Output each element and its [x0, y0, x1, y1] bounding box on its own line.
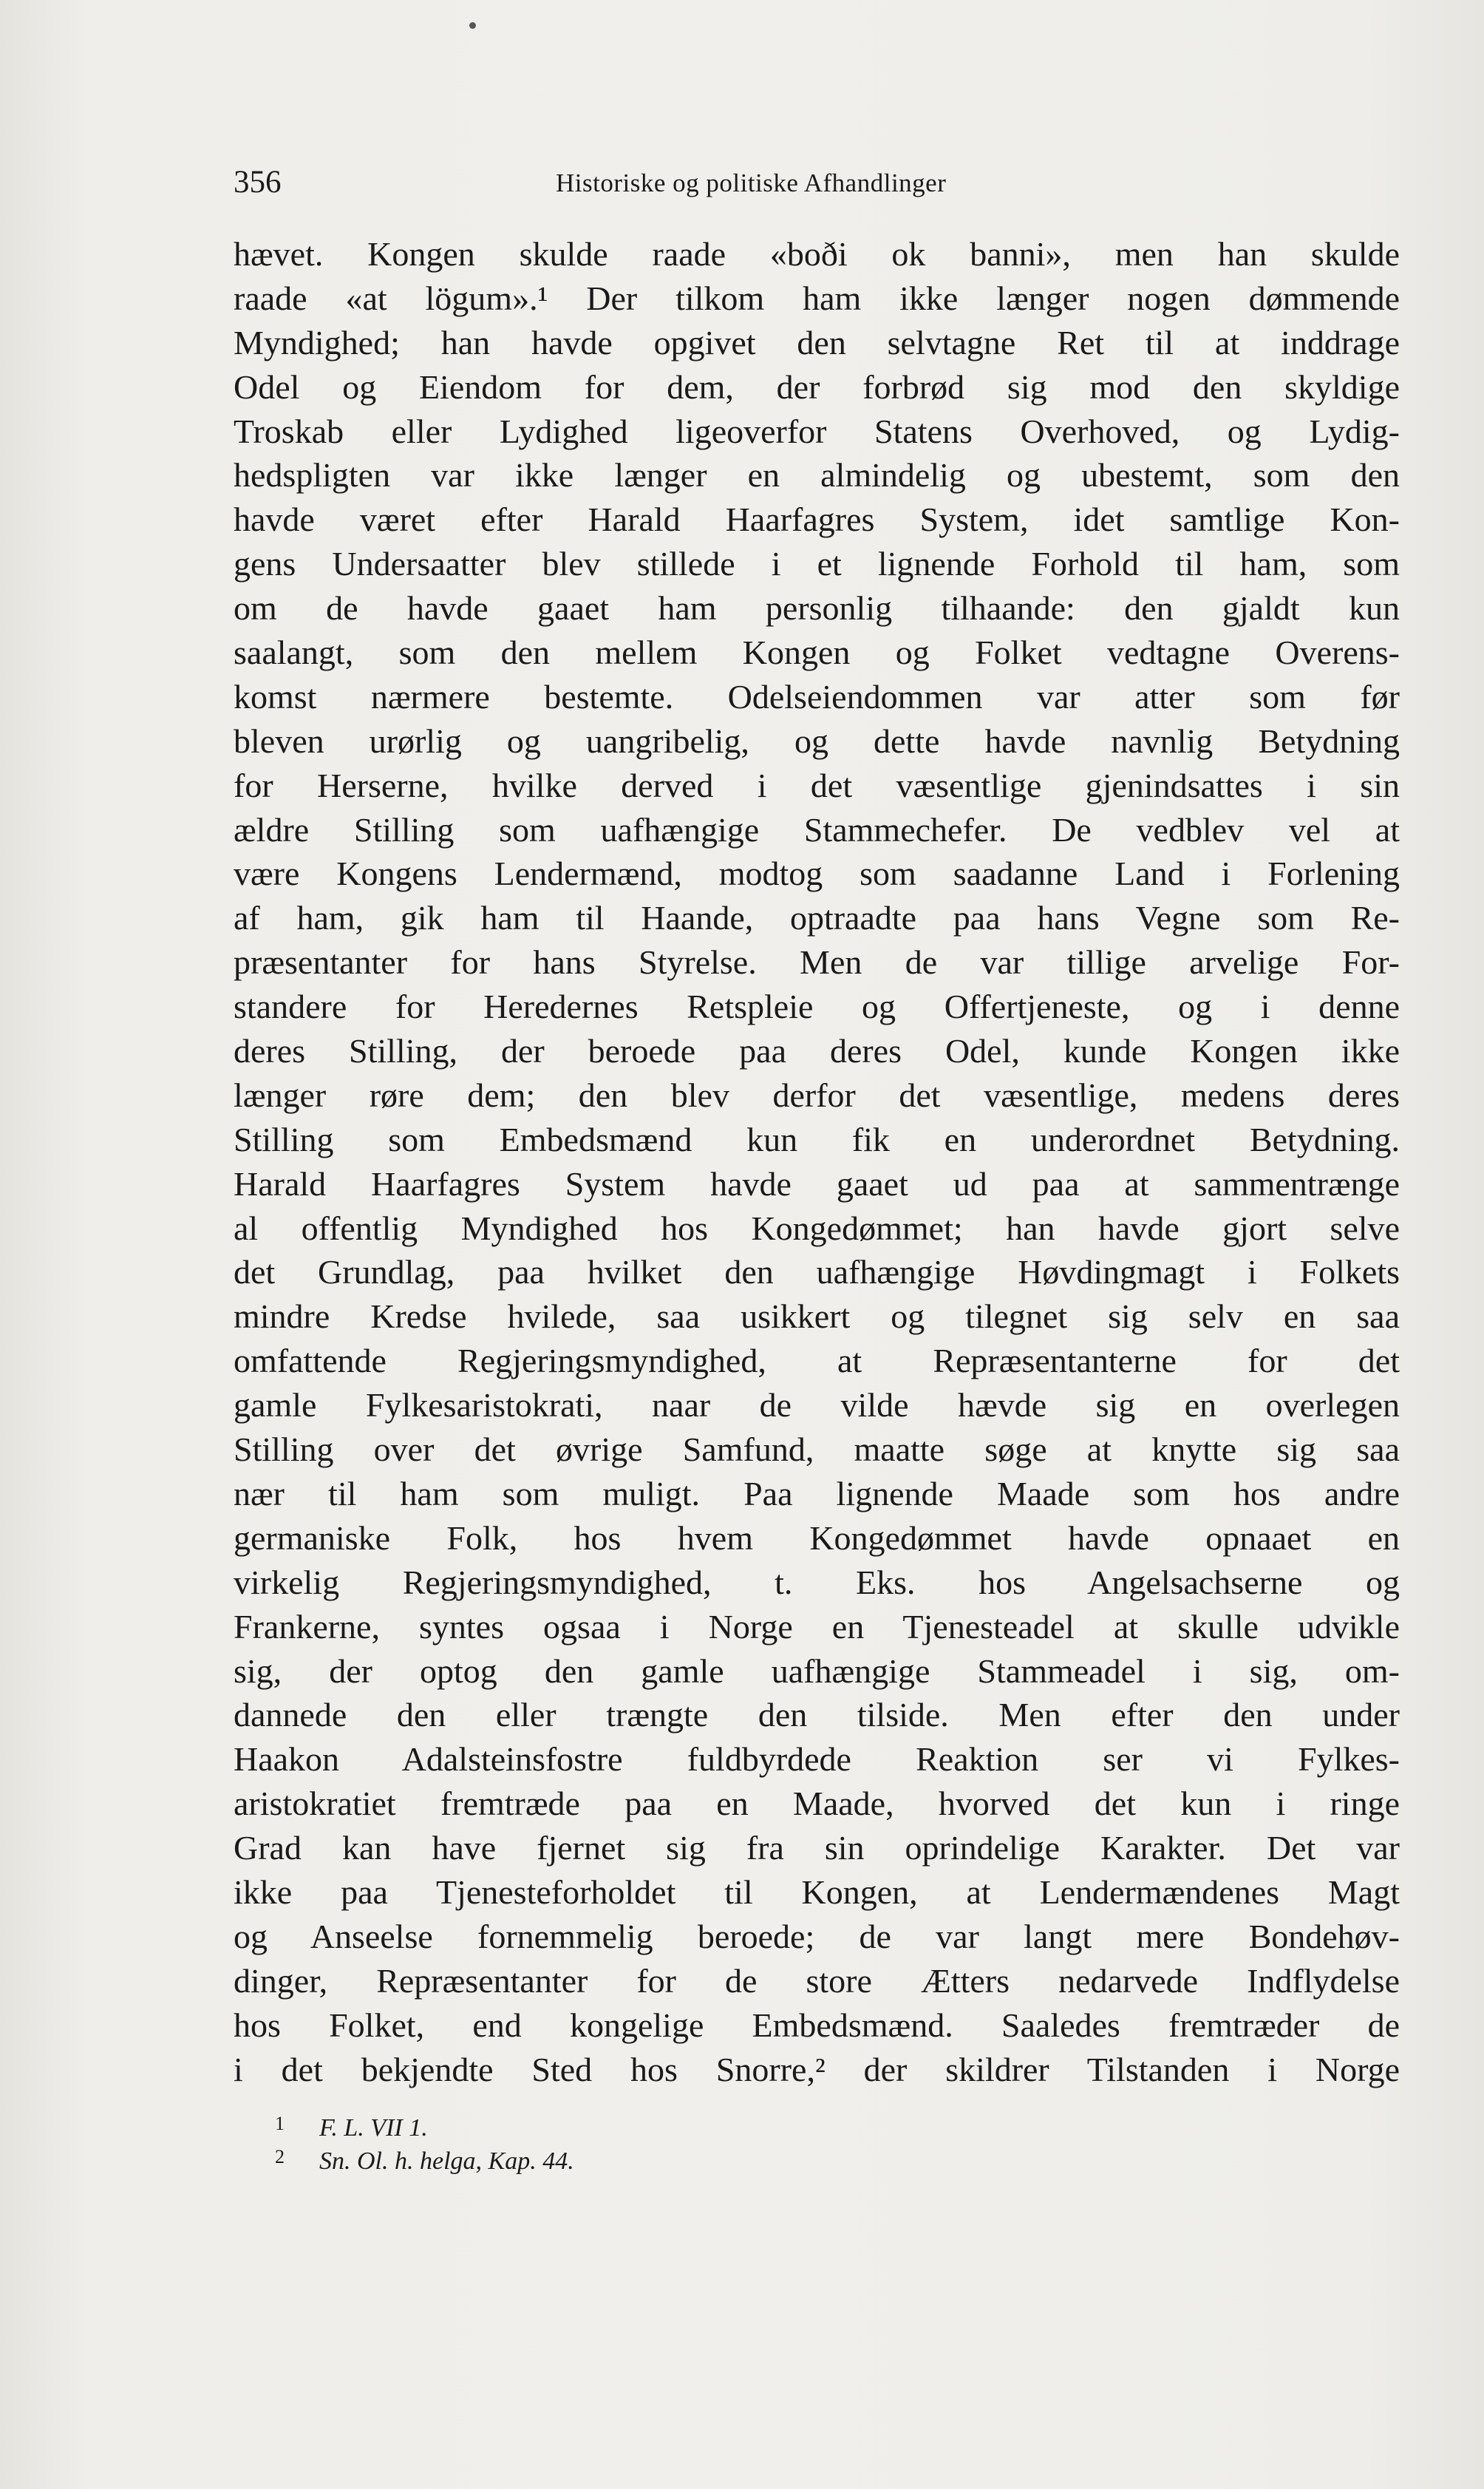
- text-line: standere for Heredernes Retspleie og Offertjeneste, og i denne: [234, 988, 1400, 1026]
- text-line: være Kongens Lendermænd, modtog som saadanne Land i Forlening: [234, 855, 1400, 893]
- text-line: dannede den eller trængte den tilside. Men efter den under: [234, 1696, 1400, 1734]
- text-line: Harald Haarfagres System havde gaaet ud paa at sammentrænge: [234, 1164, 1400, 1203]
- text-line: præsentanter for hans Styrelse. Men de var tillige arvelige For-: [234, 943, 1400, 982]
- text-line: germaniske Folk, hos hvem Kongedømmet havde opnaaet en: [234, 1518, 1400, 1557]
- text-line: sig, der optog den gamle uafhængige Stammeadel i sig, om-: [234, 1651, 1400, 1690]
- text-line: raade «at lögum».¹ Der tilkom ham ikke længer nogen dømmende: [234, 279, 1400, 317]
- text-line: Haakon Adalsteinsfostre fuldbyrdede Reaktion ser vi Fylkes-: [234, 1740, 1400, 1779]
- page-header: [234, 164, 1066, 203]
- ink-speck: [469, 22, 476, 29]
- text-line: bleven urørlig og uangribelig, og dette havde navnlig Betydning: [234, 721, 1400, 760]
- text-line: Grad kan have fjernet sig fra sin oprindelige Karakter. Det var: [234, 1829, 1400, 1867]
- text-line: Stilling som Embedsmænd kun fik en underordnet Betydning.: [234, 1120, 1400, 1158]
- body-text: [234, 232, 1400, 2091]
- text-line: Stilling over det øvrige Samfund, maatte søge at knytte sig saa: [234, 1430, 1400, 1469]
- text-line: hos Folket, end kongelige Embedsmænd. Saaledes fremtræder de: [234, 2006, 1400, 2044]
- text-line: havde været efter Harald Haarfagres System, idet samtlige Kon-: [234, 500, 1400, 539]
- text-line: det Grundlag, paa hvilket den uafhængige Høvdingmagt i Folkets: [234, 1253, 1400, 1291]
- footnote: [275, 2107, 940, 2140]
- text-line: Myndighed; han havde opgivet den selvtagne Ret til at inddrage: [234, 323, 1400, 361]
- text-line: deres Stilling, der beroede paa deres Odel, kunde Kongen ikke: [234, 1032, 1400, 1070]
- text-line: og Anseelse fornemmelig beroede; de var langt mere Bondehøv-: [234, 1917, 1400, 1955]
- footnote-mark: 2: [275, 2146, 285, 2167]
- footnote-text: F. L. VII 1.: [319, 2114, 428, 2142]
- text-line: Troskab eller Lydighed ligeoverfor Statens Overhoved, og Lydig-: [234, 412, 1400, 450]
- text-line: om de havde gaaet ham personlig tilhaande: den gjaldt kun: [234, 589, 1400, 628]
- text-line: hævet. Kongen skulde raade «boði ok banni», men han skulde: [234, 235, 1400, 273]
- footnotes: [275, 2107, 940, 2173]
- text-line: komst nærmere bestemte. Odelseiendommen var atter som før: [234, 677, 1400, 716]
- running-title: Historiske og politiske Afhandlinger: [556, 169, 947, 197]
- text-line: for Herserne, hvilke derved i det væsentlige gjenindsattes i sin: [234, 766, 1400, 804]
- text-line: hedspligten var ikke længer en almindelig og ubestemt, som den: [234, 456, 1400, 495]
- text-line: saalangt, som den mellem Kongen og Folket vedtagne Overens-: [234, 634, 1400, 672]
- text-line: i det bekjendte Sted hos Snorre,² der skildrer Tilstanden i Norge: [234, 2050, 1400, 2088]
- footnote-text: Sn. Ol. h. helga, Kap. 44.: [319, 2147, 574, 2175]
- footnote-mark: 1: [275, 2113, 285, 2134]
- text-line: gamle Fylkesaristokrati, naar de vilde hævde sig en overlegen: [234, 1386, 1400, 1425]
- text-line: mindre Kredse hvilede, saa usikkert og tilegnet sig selv en saa: [234, 1297, 1400, 1336]
- footnote: [275, 2140, 940, 2173]
- text-line: af ham, gik ham til Haande, optraadte paa hans Vegne som Re-: [234, 899, 1400, 937]
- text-line: virkelig Regjeringsmyndighed, t. Eks. hos Angelsachserne og: [234, 1563, 1400, 1601]
- text-line: Odel og Eiendom for dem, der forbrød sig mod den skyldige: [234, 367, 1400, 406]
- text-line: gens Undersaatter blev stillede i et lignende Forhold til ham, som: [234, 545, 1400, 583]
- page-number: 356: [234, 165, 282, 200]
- text-line: aristokratiet fremtræde paa en Maade, hvorved det kun i ringe: [234, 1785, 1400, 1823]
- text-line: ikke paa Tjenesteforholdet til Kongen, at Lendermændenes Magt: [234, 1872, 1400, 1911]
- text-line: ældre Stilling som uafhængige Stammechefer. De vedblev vel at: [234, 810, 1400, 849]
- text-line: omfattende Regjeringsmyndighed, at Repræsentanterne for det: [234, 1342, 1400, 1380]
- text-line: Frankerne, syntes ogsaa i Norge en Tjenesteadel at skulle udvikle: [234, 1607, 1400, 1646]
- text-line: længer røre dem; den blev derfor det væsentlige, medens deres: [234, 1076, 1400, 1114]
- text-line: nær til ham som muligt. Paa lignende Maade som hos andre: [234, 1474, 1400, 1512]
- text-line: al offentlig Myndighed hos Kongedømmet; han havde gjort selve: [234, 1209, 1400, 1247]
- text-line: dinger, Repræsentanter for de store Ætters nedarvede Indflydelse: [234, 1961, 1400, 2000]
